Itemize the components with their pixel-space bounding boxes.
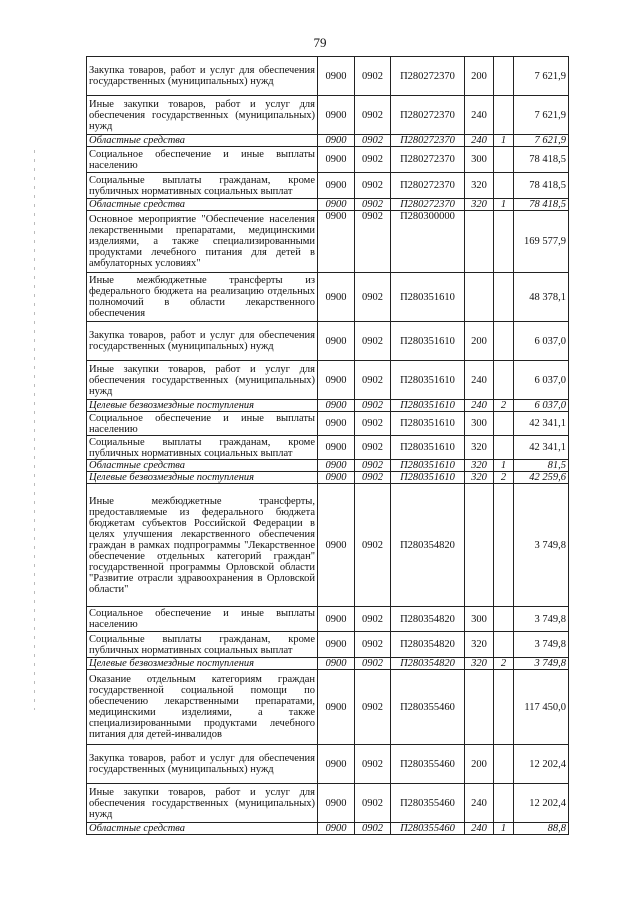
row-subsection: 0902 [355,607,391,632]
row-section: 0900 [318,460,355,472]
row-expense-type: 320 [465,460,494,472]
row-amount: 6 037,0 [514,400,569,412]
row-expense-type: 240 [465,823,494,835]
row-amount: 78 418,5 [514,173,569,199]
row-amount: 12 202,4 [514,784,569,823]
row-target-code: П280354820 [391,632,465,658]
table-row [87,135,569,147]
row-target-code: П280351610 [391,400,465,412]
row-section: 0900 [318,322,355,361]
row-section: 0900 [318,472,355,484]
row-name: Социальные выплаты гражданам, кроме публичных нормативных социальных выплат [87,632,318,658]
row-subsection: 0902 [355,658,391,670]
row-target-code: П280354820 [391,484,465,607]
row-target-code: П280272370 [391,96,465,135]
table-body [87,57,569,835]
row-name: Целевые безвозмездные поступления [87,658,318,670]
row-funding-source: 1 [494,460,514,472]
row-expense-type: 300 [465,412,494,436]
row-section: 0900 [318,273,355,322]
table-row [87,96,569,135]
row-target-code: П280272370 [391,147,465,173]
row-funding-source [494,147,514,173]
table-row [87,147,569,173]
row-name: Социальное обеспечение и иные выплаты населению [87,607,318,632]
row-target-code: П280351610 [391,273,465,322]
row-amount: 42 341,1 [514,412,569,436]
row-section: 0900 [318,607,355,632]
row-section: 0900 [318,147,355,173]
row-expense-type [465,273,494,322]
row-subsection: 0902 [355,199,391,211]
row-target-code: П280351610 [391,412,465,436]
row-funding-source [494,57,514,96]
row-section: 0900 [318,135,355,147]
row-expense-type [465,670,494,745]
row-funding-source: 1 [494,823,514,835]
row-target-code: П280300000 [391,211,465,273]
row-name: Закупка товаров, работ и услуг для обеспечения государственных (муниципальных) нужд [87,322,318,361]
row-amount: 117 450,0 [514,670,569,745]
row-name: Иные межбюджетные трансферты из федерального бюджета на реализацию отдельных полномочий в области лекарственного обеспечения [87,273,318,322]
row-name: Областные средства [87,135,318,147]
row-subsection: 0902 [355,96,391,135]
table-row [87,658,569,670]
row-expense-type: 200 [465,57,494,96]
row-target-code: П280351610 [391,460,465,472]
row-subsection: 0902 [355,472,391,484]
row-expense-type: 300 [465,607,494,632]
row-target-code: П280351610 [391,361,465,400]
row-name: Областные средства [87,460,318,472]
row-amount: 78 418,5 [514,199,569,211]
row-subsection: 0902 [355,57,391,96]
row-subsection: 0902 [355,135,391,147]
table-row [87,784,569,823]
table-row [87,211,569,273]
row-subsection: 0902 [355,211,391,273]
row-section: 0900 [318,658,355,670]
row-funding-source [494,607,514,632]
row-section: 0900 [318,670,355,745]
row-target-code: П280354820 [391,607,465,632]
row-amount: 88,8 [514,823,569,835]
row-amount: 6 037,0 [514,361,569,400]
table-row [87,436,569,460]
row-section: 0900 [318,436,355,460]
budget-table [86,56,569,835]
row-amount: 78 418,5 [514,147,569,173]
row-subsection: 0902 [355,400,391,412]
table-row [87,460,569,472]
row-subsection: 0902 [355,361,391,400]
row-funding-source [494,745,514,784]
row-amount: 3 749,8 [514,484,569,607]
row-subsection: 0902 [355,322,391,361]
row-name: Социальное обеспечение и иные выплаты населению [87,147,318,173]
row-subsection: 0902 [355,460,391,472]
row-subsection: 0902 [355,173,391,199]
row-amount: 7 621,9 [514,57,569,96]
row-section: 0900 [318,211,355,273]
table-row [87,745,569,784]
table-row [87,412,569,436]
row-amount: 81,5 [514,460,569,472]
row-name: Основное мероприятие "Обеспечение населения лекарственными препаратами, медицинскими изделиями, а также специализированными продуктами лечебного питания для детей в амбулаторных условиях" [87,211,318,273]
row-expense-type: 200 [465,322,494,361]
row-expense-type: 320 [465,436,494,460]
row-target-code: П280355460 [391,823,465,835]
table-row [87,199,569,211]
table-row [87,322,569,361]
row-target-code: П280355460 [391,670,465,745]
row-section: 0900 [318,823,355,835]
row-expense-type [465,211,494,273]
scan-edge-mark [34,150,35,710]
row-subsection: 0902 [355,147,391,173]
row-section: 0900 [318,484,355,607]
row-section: 0900 [318,745,355,784]
row-name: Целевые безвозмездные поступления [87,400,318,412]
row-amount: 3 749,8 [514,632,569,658]
row-target-code: П280272370 [391,135,465,147]
row-name: Социальные выплаты гражданам, кроме публичных нормативных социальных выплат [87,173,318,199]
table-row [87,670,569,745]
row-section: 0900 [318,57,355,96]
row-amount: 169 577,9 [514,211,569,273]
row-amount: 3 749,8 [514,607,569,632]
row-funding-source: 1 [494,135,514,147]
row-expense-type: 240 [465,361,494,400]
row-funding-source [494,484,514,607]
row-expense-type: 320 [465,472,494,484]
table-row [87,632,569,658]
row-subsection: 0902 [355,670,391,745]
row-funding-source [494,670,514,745]
row-name: Иные закупки товаров, работ и услуг для обеспечения государственных (муниципальных) нужд [87,784,318,823]
row-subsection: 0902 [355,823,391,835]
row-expense-type: 240 [465,784,494,823]
row-expense-type [465,484,494,607]
row-expense-type: 240 [465,96,494,135]
row-expense-type: 320 [465,658,494,670]
table-row [87,361,569,400]
row-expense-type: 320 [465,632,494,658]
row-section: 0900 [318,784,355,823]
row-subsection: 0902 [355,273,391,322]
row-subsection: 0902 [355,745,391,784]
row-target-code: П280351610 [391,472,465,484]
row-subsection: 0902 [355,632,391,658]
row-name: Областные средства [87,199,318,211]
row-expense-type: 200 [465,745,494,784]
row-section: 0900 [318,412,355,436]
row-subsection: 0902 [355,484,391,607]
row-amount: 3 749,8 [514,658,569,670]
row-subsection: 0902 [355,436,391,460]
table-row [87,823,569,835]
table-row [87,472,569,484]
row-name: Целевые безвозмездные поступления [87,472,318,484]
row-funding-source: 1 [494,199,514,211]
table-row [87,57,569,96]
row-name: Закупка товаров, работ и услуг для обеспечения государственных (муниципальных) нужд [87,745,318,784]
row-name: Закупка товаров, работ и услуг для обеспечения государственных (муниципальных) нужд [87,57,318,96]
row-target-code: П280272370 [391,57,465,96]
row-section: 0900 [318,96,355,135]
row-funding-source [494,784,514,823]
row-funding-source: 2 [494,658,514,670]
page-number: 79 [313,35,327,50]
row-section: 0900 [318,173,355,199]
row-funding-source [494,273,514,322]
table-row [87,400,569,412]
row-section: 0900 [318,632,355,658]
row-funding-source [494,173,514,199]
table-row [87,173,569,199]
table-row [87,273,569,322]
row-target-code: П280355460 [391,745,465,784]
row-expense-type: 240 [465,400,494,412]
row-section: 0900 [318,361,355,400]
row-subsection: 0902 [355,784,391,823]
row-expense-type: 300 [465,147,494,173]
row-amount: 12 202,4 [514,745,569,784]
row-funding-source [494,361,514,400]
row-target-code: П280272370 [391,199,465,211]
row-funding-source [494,412,514,436]
row-name: Социальное обеспечение и иные выплаты населению [87,412,318,436]
row-funding-source [494,322,514,361]
row-funding-source [494,211,514,273]
row-name: Иные закупки товаров, работ и услуг для обеспечения государственных (муниципальных) нужд [87,96,318,135]
row-name: Областные средства [87,823,318,835]
row-amount: 6 037,0 [514,322,569,361]
row-name: Социальные выплаты гражданам, кроме публичных нормативных социальных выплат [87,436,318,460]
row-amount: 42 259,6 [514,472,569,484]
row-funding-source [494,96,514,135]
row-name: Иные закупки товаров, работ и услуг для обеспечения государственных (муниципальных) нужд [87,361,318,400]
row-name: Иные межбюджетные трансферты, предоставляемые из федерального бюджета бюджетам субъектов Российской Федерации в целях улучшения лекарственного обеспечения граждан в рамках подпрограммы "Лекарственное обеспечение отдельных категорий граждан" государственной программы Орловской области "Развитие отрасли здравоохранения в Орловской области" [87,484,318,607]
row-section: 0900 [318,199,355,211]
row-funding-source: 2 [494,400,514,412]
row-section: 0900 [318,400,355,412]
row-target-code: П280351610 [391,436,465,460]
row-amount: 7 621,9 [514,135,569,147]
row-target-code: П280351610 [391,322,465,361]
row-amount: 42 341,1 [514,436,569,460]
row-funding-source [494,632,514,658]
row-amount: 7 621,9 [514,96,569,135]
table-row [87,484,569,607]
row-target-code: П280354820 [391,658,465,670]
row-target-code: П280355460 [391,784,465,823]
row-subsection: 0902 [355,412,391,436]
row-name: Оказание отдельным категориям граждан государственной социальной помощи по обеспечению лекарственными препаратами, медицинскими изделиями, а также специализированными продуктами лечебного питания для детей-инвалидов [87,670,318,745]
row-funding-source: 2 [494,472,514,484]
row-target-code: П280272370 [391,173,465,199]
row-funding-source [494,436,514,460]
row-expense-type: 240 [465,135,494,147]
table-row [87,607,569,632]
row-amount: 48 378,1 [514,273,569,322]
row-expense-type: 320 [465,173,494,199]
row-expense-type: 320 [465,199,494,211]
